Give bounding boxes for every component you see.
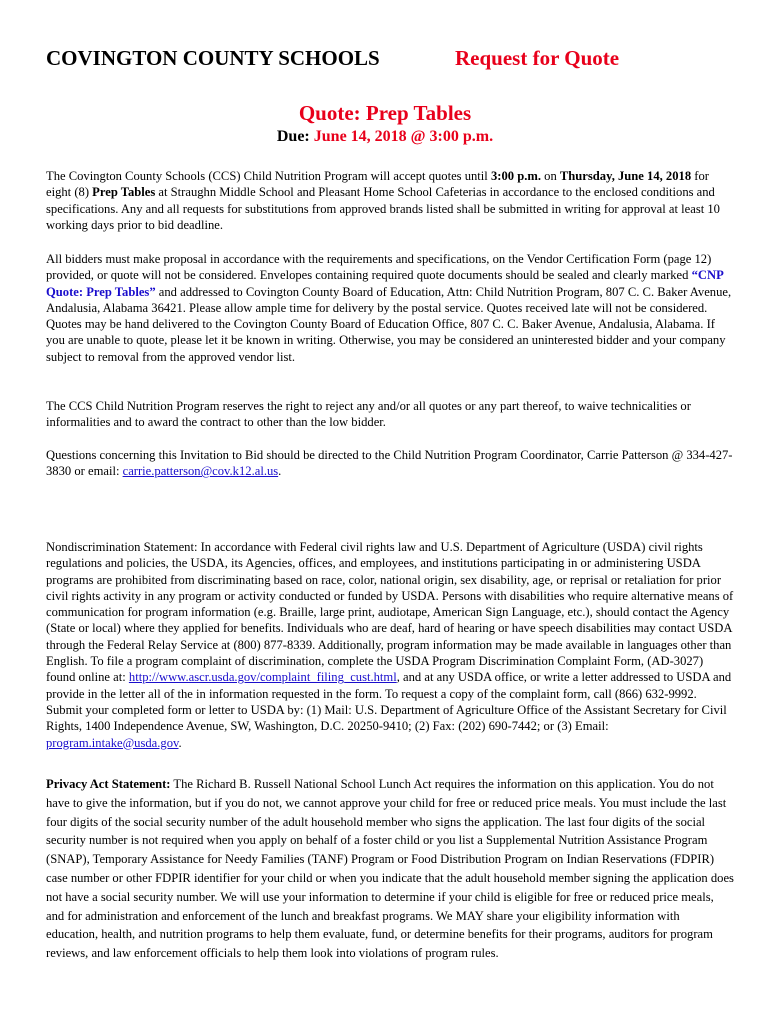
intro-text-4: at Straughn Middle School and Pleasant Home School Cafeterias in accordance to the enclosed conditions and specifications. Any and all requests for substitutions from approved brands listed shall be submitted in writing for approval at least 10 working days prior to bid deadline.: [46, 185, 720, 232]
privacy-act-text: The Richard B. Russell National School Lunch Act requires the information on this application. You do not have to give the information, but if you do not, we cannot approve your child for free or reduced price meals. You must include the last four digits of the social security number of the adult household member who signs the application. The last four digits of the social security number is not required when you apply on behalf of a foster child or you list a Supplemental Nutrition Assistance Program (SNAP), Temporary Assistance for Needy Families (TANF) Program or Food Distribution Program on Indian Reservations (FDPIR) case number or other FDPIR identifier for your child or when you indicate that the adult household member signing the application does not have a social security number. We will use your information to determine if your child is eligible for free or reduced price meals, and for administration and enforcement of the lunch and breakfast programs. We MAY share your eligibility information with education, health, and nutrition programs to help them evaluate, fund, or determine benefits for their programs, auditors for program reviews, and law enforcement officials to help them look into violations of program rules.: [46, 777, 734, 961]
envelope-marking: “CNP Quote: Prep Tables”: [46, 268, 724, 299]
intro-paragraph: [46, 168, 734, 233]
bidder-requirements-paragraph: [46, 251, 734, 365]
quote-title: Quote: Prep Tables: [298, 101, 472, 125]
organization-name: COVINGTON COUNTY SCHOOLS: [46, 46, 380, 70]
questions-text-2: .: [278, 464, 282, 479]
questions-text-1: Questions concerning this Invitation to Bid should be directed to the Child Nutrition Program Coordinator, Carrie Patterson @ 334-427-3830 or email:: [46, 448, 733, 479]
nondiscrimination-text-1: Nondiscrimination Statement: In accordance with Federal civil rights law and U.S. Department of Agriculture (USDA) civil rights regulations and policies, the USDA, its Agencies, offices, and employees, and institutions participating in or administering USDA programs are prohibited from discriminating based on race, color, national origin, sex disability, age, or reprisal or retaliation for prior civil rights activity in any program or activity conducted or funded by USDA. Persons with disabilities who require alternative means of communication for program information (e.g. Braille, large print, audiotape, American Sign Language, etc.), should contact the Agency (State or local) where they applied for benefits. Individuals who are deaf, hard of hearing or have speech disabilities may contact USDA through the Federal Relay Service at (800) 877-8339. Additionally, program information may be made available in languages other than English. To file a program complaint of discrimination, complete the USDA Program Discrimination Complaint Form, (AD-3027) found online at:: [46, 540, 734, 685]
deadline-date: Thursday, June 14, 2018: [559, 169, 692, 183]
due-label: Due:: [276, 128, 310, 145]
due-value: June 14, 2018 @ 3:00 p.m.: [313, 128, 494, 145]
requirements-text-1: All bidders must make proposal in accordance with the requirements and specifications, on the Vendor Certification Form (page 12) provided, or quote will not be considered. Envelopes containing required quote documents should be sealed and clearly marked: [46, 252, 712, 283]
nondiscrimination-text-2: , and at any USDA office, or write a letter addressed to USDA and provide in the letter all of the in information requested in the form. To request a copy of the complaint form, call (866) 632-9992. Submit your completed form or letter to USDA by: (1) Mail: U.S. Department of Agriculture Office of the Assistant Secretary for Civil Rights, 1400 Independence Avenue, SW, Washington, D.C. 20250-9410; (2) Fax: (202) 690-7442; or (3) Email:: [46, 670, 732, 734]
intro-text-1: The Covington County Schools (CCS) Child Nutrition Program will accept quotes until: [46, 169, 491, 183]
questions-paragraph: [46, 447, 734, 480]
nondiscrimination-paragraph: [46, 539, 734, 751]
privacy-act-paragraph: [46, 775, 734, 963]
due-line: [0, 128, 770, 146]
requirements-text-2: and addressed to Covington County Board of Education, Attn: Child Nutrition Program, 807 C. C. Baker Avenue, Andalusia, Alabama 36421. Please allow ample time for delivery by the postal service. Quotes received late will not be considered. Quotes may be hand delivered to the Covington County Board of Education Office, 807 C. C. Baker Avenue, Andalusia, Alabama. If you are unable to quote, please let it be known in writing. Otherwise, you may be considered an uninterested bidder and your company subject to removal from the approved vendor list.: [46, 284, 732, 364]
usda-email-link[interactable]: program.intake@usda.gov: [46, 735, 179, 750]
intro-text-3: for eight (8): [46, 169, 709, 200]
nondiscrimination-text-3: .: [178, 735, 182, 750]
intro-text-2: on: [541, 169, 560, 183]
privacy-act-label: Privacy Act Statement:: [46, 777, 171, 791]
coordinator-email-link[interactable]: carrie.patterson@cov.k12.al.us: [122, 464, 279, 479]
document-type: Request for Quote: [455, 46, 620, 70]
item-name: Prep Tables: [92, 185, 156, 200]
complaint-form-link[interactable]: http://www.ascr.usda.gov/complaint_filing_cust.html: [128, 670, 397, 685]
deadline-time: 3:00 p.m.: [490, 169, 541, 183]
reservation-paragraph: The CCS Child Nutrition Program reserves the right to reject any and/or all quotes or any part thereof, to waive technicalities or informalities and to award the contract to other than the low bidder.: [46, 399, 691, 430]
